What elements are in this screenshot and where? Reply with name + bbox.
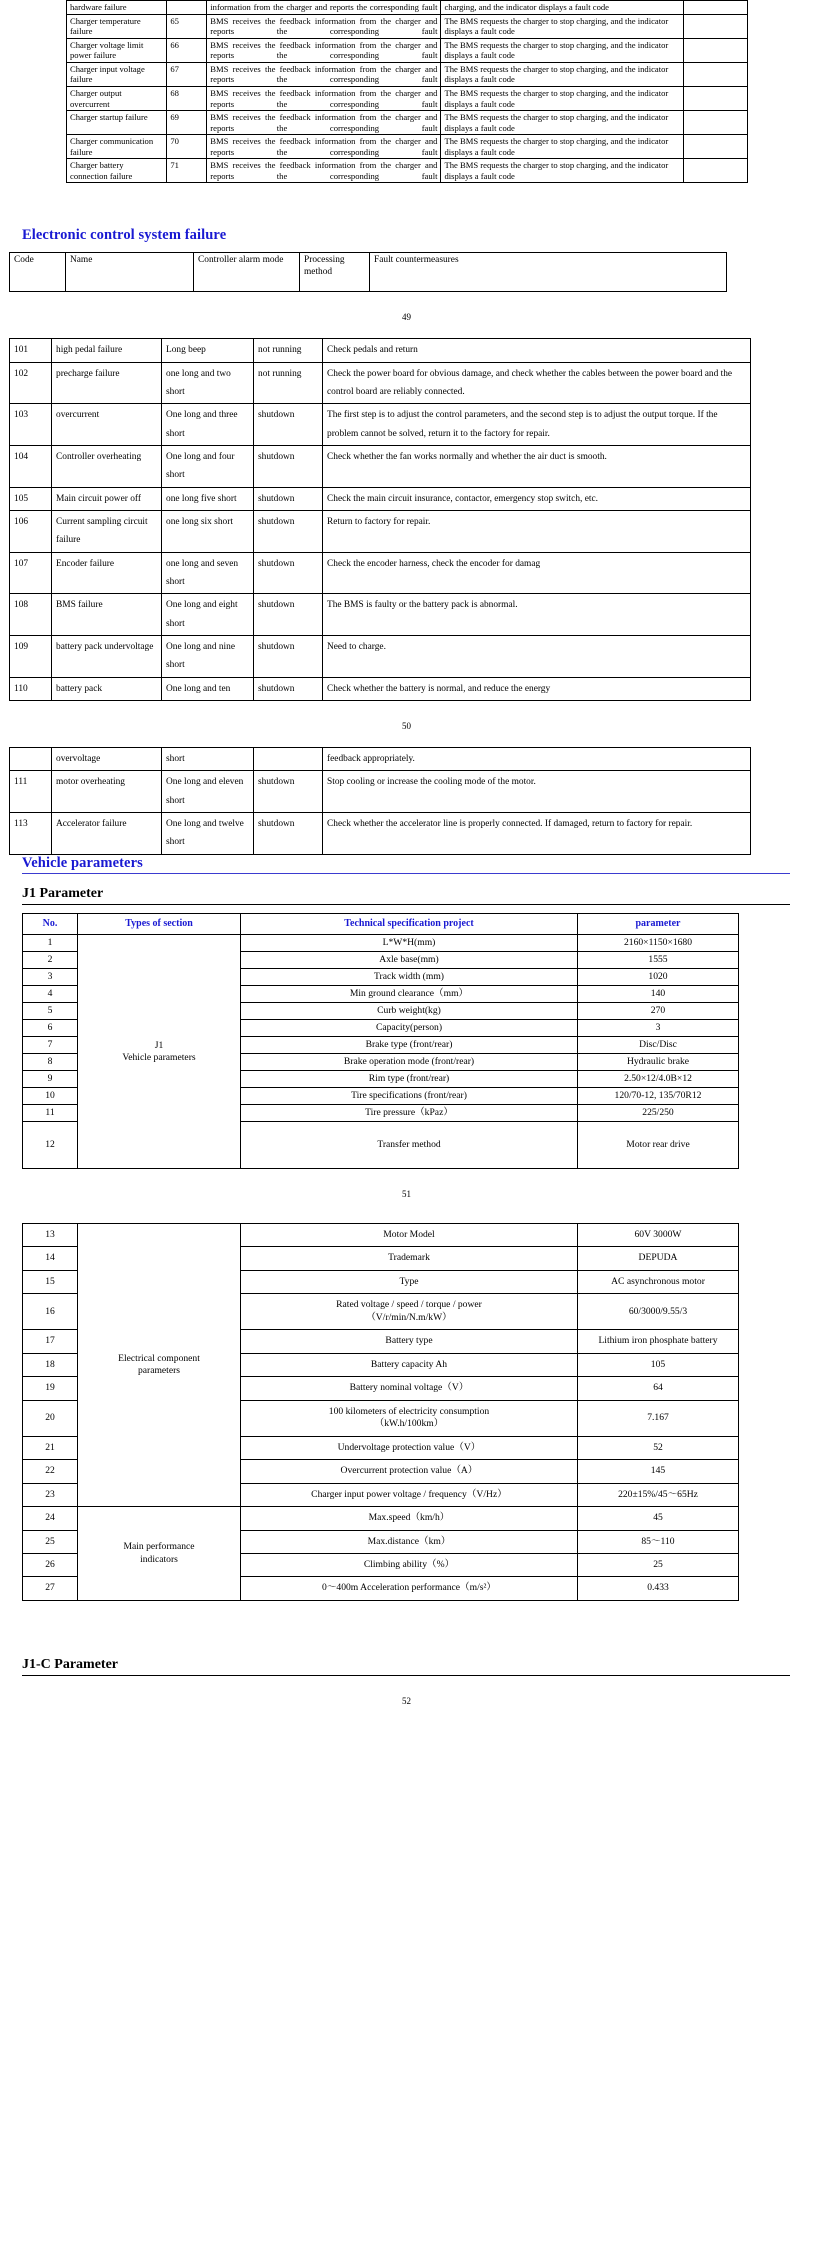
cell-value: 64 <box>578 1377 739 1400</box>
column-header-measures: Fault countermeasures <box>370 253 727 292</box>
cell-code: 109 <box>10 636 52 678</box>
cell-no: 21 <box>23 1436 78 1459</box>
column-header-name: Name <box>66 253 194 292</box>
cell-measures: Check the power board for obvious damage, and check whether the cables between the power board and the control board are reliably connected. <box>323 362 751 404</box>
cell-name: Controller overheating <box>52 446 162 488</box>
cell-blank <box>684 62 748 86</box>
page-number-51: 51 <box>402 1188 411 1199</box>
vehicle-parameters-heading-block <box>22 855 790 874</box>
cell-name: Charger input voltage failure <box>67 62 167 86</box>
table-row <box>23 935 739 952</box>
cell-measures: Check the encoder harness, check the encoder for damag <box>323 552 751 594</box>
cell-alarm: one long six short <box>162 511 254 553</box>
cell-spec: Tire specifications (front/rear) <box>241 1088 578 1105</box>
cell-name: Charger output overcurrent <box>67 86 167 110</box>
cell-alarm: short <box>162 748 254 771</box>
cell-processing: not running <box>254 339 323 362</box>
ecu-header-body <box>10 253 727 292</box>
cell-spec: Min ground clearance（mm） <box>241 986 578 1003</box>
cell-group-label-electrical <box>78 1223 241 1506</box>
cell-no: 3 <box>23 969 78 986</box>
cell-spec: Climbing ability（%） <box>241 1554 578 1577</box>
cell-alarm: BMS receives the feedback information from the charger and reports the corresponding fault <box>207 86 441 110</box>
j1-heading-block <box>22 886 790 905</box>
spacer <box>0 731 813 747</box>
cell-spec: 0～400m Acceleration performance（m/s²） <box>241 1577 578 1600</box>
cell-name: Accelerator failure <box>52 813 162 855</box>
cell-code: 113 <box>10 813 52 855</box>
cell-value: Motor rear drive <box>578 1121 739 1168</box>
heading-j1-parameter: J1 Parameter <box>22 885 104 901</box>
cell-spec: Brake type (front/rear) <box>241 1037 578 1054</box>
cell-name: Charger communication failure <box>67 135 167 159</box>
cell-group-label-performance <box>78 1507 241 1601</box>
spacer <box>0 1169 813 1189</box>
cell-name: battery pack <box>52 677 162 700</box>
cell-value: 270 <box>578 1003 739 1020</box>
cell-code: 66 <box>167 38 207 62</box>
cell-no: 26 <box>23 1554 78 1577</box>
spec-line2: （V/r/min/N.m/kW） <box>366 1311 452 1323</box>
charger-fault-table-body <box>67 1 748 183</box>
spacer <box>0 905 813 913</box>
cell-no: 10 <box>23 1088 78 1105</box>
cell-group-label-vehicle <box>78 935 241 1169</box>
cell-measure: The BMS requests the charger to stop charging, and the indicator displays a fault code <box>441 135 684 159</box>
cell-value: 52 <box>578 1436 739 1459</box>
cell-no: 15 <box>23 1270 78 1293</box>
cell-alarm: BMS receives the feedback information from the charger and reports the corresponding fault <box>207 62 441 86</box>
cell-code: 103 <box>10 404 52 446</box>
spec-line2: （kW.h/100km） <box>374 1418 444 1430</box>
table-row <box>10 636 751 678</box>
cell-spec: Battery type <box>241 1330 578 1353</box>
cell-measure: The BMS requests the charger to stop charging, and the indicator displays a fault code <box>441 14 684 38</box>
spacer <box>0 1199 813 1223</box>
cell-alarm: BMS receives the feedback information from the charger and reports the corresponding fault <box>207 135 441 159</box>
spacer <box>0 183 813 227</box>
cell-measures: Return to factory for repair. <box>323 511 751 553</box>
cell-value: 85～110 <box>578 1530 739 1553</box>
table-row <box>10 362 751 404</box>
column-header-alarm: Controller alarm mode <box>194 253 300 292</box>
table-row <box>10 446 751 488</box>
cell-code: 68 <box>167 86 207 110</box>
cell-code: 69 <box>167 111 207 135</box>
ecu-fault-table-body <box>10 339 751 701</box>
cell-no: 17 <box>23 1330 78 1353</box>
cell-value: 1555 <box>578 952 739 969</box>
cell-spec: Track width (mm) <box>241 969 578 986</box>
cell-value: 1020 <box>578 969 739 986</box>
cell-code: 105 <box>10 487 52 510</box>
cell-alarm: Long beep <box>162 339 254 362</box>
cell-blank <box>684 1 748 15</box>
cell-name: Charger voltage limit power failure <box>67 38 167 62</box>
cell-spec: Battery capacity Ah <box>241 1353 578 1376</box>
cell-code: 107 <box>10 552 52 594</box>
cell-name: overcurrent <box>52 404 162 446</box>
table-row <box>10 487 751 510</box>
cell-value: 60V 3000W <box>578 1223 739 1246</box>
cell-spec: Overcurrent protection value（A） <box>241 1460 578 1483</box>
cell-no: 20 <box>23 1400 78 1436</box>
cell-value: 225/250 <box>578 1105 739 1122</box>
cell-no: 22 <box>23 1460 78 1483</box>
cell-spec: Transfer method <box>241 1121 578 1168</box>
cell-value: 25 <box>578 1554 739 1577</box>
cell-processing: not running <box>254 362 323 404</box>
cell-code: 104 <box>10 446 52 488</box>
spacer <box>0 874 813 886</box>
cell-name: Charger temperature failure <box>67 14 167 38</box>
cell-name: motor overheating <box>52 771 162 813</box>
cell-value: 7.167 <box>578 1400 739 1436</box>
j1-parameter-table-continued-body <box>23 1223 739 1600</box>
cell-code: 71 <box>167 159 207 183</box>
spacer <box>0 322 813 338</box>
cell-no: 8 <box>23 1054 78 1071</box>
cell-spec: Curb weight(kg) <box>241 1003 578 1020</box>
table-row <box>67 62 748 86</box>
j1-parameter-table-continued <box>22 1223 739 1601</box>
column-header-types: Types of section <box>78 913 241 935</box>
cell-spec: Max.speed（km/h） <box>241 1507 578 1530</box>
cell-no: 27 <box>23 1577 78 1600</box>
table-row <box>10 677 751 700</box>
cell-alarm: information from the charger and reports the corresponding fault <box>207 1 441 15</box>
spec-line1: Rated voltage / speed / torque / power <box>336 1299 482 1311</box>
cell-processing: shutdown <box>254 511 323 553</box>
cell-no: 13 <box>23 1223 78 1246</box>
cell-no: 25 <box>23 1530 78 1553</box>
group-label-line2: indicators <box>140 1553 178 1565</box>
spacer <box>0 1676 813 1696</box>
cell-alarm: one long and two short <box>162 362 254 404</box>
cell-code <box>10 748 52 771</box>
cell-name: battery pack undervoltage <box>52 636 162 678</box>
cell-name: Current sampling circuit failure <box>52 511 162 553</box>
cell-processing: shutdown <box>254 771 323 813</box>
cell-blank <box>684 111 748 135</box>
table-row <box>23 1223 739 1246</box>
cell-spec: Type <box>241 1270 578 1293</box>
cell-value: 60/3000/9.55/3 <box>578 1294 739 1330</box>
cell-no: 24 <box>23 1507 78 1530</box>
cell-spec: L*W*H(mm) <box>241 935 578 952</box>
cell-processing: shutdown <box>254 404 323 446</box>
heading-j1c-parameter: J1-C Parameter <box>22 1656 119 1672</box>
cell-spec: Max.distance（km） <box>241 1530 578 1553</box>
cell-code: 110 <box>10 677 52 700</box>
cell-name: overvoltage <box>52 748 162 771</box>
cell-value: 220±15%/45～65Hz <box>578 1483 739 1506</box>
cell-spec: Undervoltage protection value（V） <box>241 1436 578 1459</box>
cell-no: 12 <box>23 1121 78 1168</box>
cell-no: 5 <box>23 1003 78 1020</box>
cell-spec: Motor Model <box>241 1223 578 1246</box>
cell-name: Main circuit power off <box>52 487 162 510</box>
cell-name: Charger battery connection failure <box>67 159 167 183</box>
cell-no: 6 <box>23 1020 78 1037</box>
cell-name: BMS failure <box>52 594 162 636</box>
cell-no: 7 <box>23 1037 78 1054</box>
spacer <box>0 1601 813 1657</box>
cell-value: 145 <box>578 1460 739 1483</box>
ecu-fault-table-continued <box>9 747 751 855</box>
page-number-50: 50 <box>402 721 411 732</box>
cell-measures: Check whether the accelerator line is properly connected. If damaged, return to factory for repair. <box>323 813 751 855</box>
cell-measures: Stop cooling or increase the cooling mode of the motor. <box>323 771 751 813</box>
cell-no: 14 <box>23 1247 78 1270</box>
cell-no: 2 <box>23 952 78 969</box>
cell-processing: shutdown <box>254 552 323 594</box>
table-row <box>67 1 748 15</box>
cell-no: 4 <box>23 986 78 1003</box>
cell-alarm: One long and four short <box>162 446 254 488</box>
spec-line1: 100 kilometers of electricity consumption <box>328 1405 490 1417</box>
column-header-no: No. <box>23 913 78 935</box>
j1c-heading-block <box>22 1657 790 1676</box>
cell-value: Lithium iron phosphate battery <box>578 1330 739 1353</box>
cell-spec <box>241 1400 578 1436</box>
table-row <box>67 14 748 38</box>
table-header-row <box>23 913 739 935</box>
cell-measure: charging, and the indicator displays a fault code <box>441 1 684 15</box>
j1-parameter-table <box>22 913 739 1169</box>
cell-no: 18 <box>23 1353 78 1376</box>
cell-processing: shutdown <box>254 487 323 510</box>
ecu-fault-table-continued-body <box>10 748 751 855</box>
cell-value: 120/70-12, 135/70R12 <box>578 1088 739 1105</box>
cell-alarm: BMS receives the feedback information from the charger and reports the corresponding fault <box>207 38 441 62</box>
cell-alarm: One long and ten <box>162 677 254 700</box>
cell-no: 1 <box>23 935 78 952</box>
cell-code: 101 <box>10 339 52 362</box>
table-row <box>10 552 751 594</box>
charger-fault-table <box>66 0 748 183</box>
cell-spec <box>241 1294 578 1330</box>
j1-parameter-table-body <box>23 913 739 1168</box>
page-number-52: 52 <box>402 1695 411 1706</box>
table-row <box>67 111 748 135</box>
cell-measures: Check whether the battery is normal, and reduce the energy <box>323 677 751 700</box>
group-label-line1: Electrical component <box>118 1352 200 1364</box>
cell-code <box>167 1 207 15</box>
column-header-processing: Processing method <box>300 253 370 292</box>
table-row <box>67 38 748 62</box>
cell-measure: The BMS requests the charger to stop charging, and the indicator displays a fault code <box>441 86 684 110</box>
group-label-line2: parameters <box>137 1365 181 1377</box>
table-row <box>67 135 748 159</box>
cell-code: 67 <box>167 62 207 86</box>
group-label-line1: Main performance <box>123 1541 195 1553</box>
cell-no: 11 <box>23 1105 78 1122</box>
table-row <box>10 813 751 855</box>
cell-alarm: one long five short <box>162 487 254 510</box>
cell-code: 65 <box>167 14 207 38</box>
table-row <box>67 159 748 183</box>
cell-no: 9 <box>23 1071 78 1088</box>
ecu-fault-table-header <box>9 252 727 292</box>
table-row <box>10 748 751 771</box>
table-row <box>67 86 748 110</box>
cell-name: precharge failure <box>52 362 162 404</box>
cell-value: 3 <box>578 1020 739 1037</box>
cell-code: 106 <box>10 511 52 553</box>
cell-value: 140 <box>578 986 739 1003</box>
cell-value: 0.433 <box>578 1577 739 1600</box>
cell-measures: The BMS is faulty or the battery pack is abnormal. <box>323 594 751 636</box>
cell-value: 2160×1150×1680 <box>578 935 739 952</box>
cell-blank <box>684 14 748 38</box>
cell-measure: The BMS requests the charger to stop charging, and the indicator displays a fault code <box>441 111 684 135</box>
section-heading-vehicle-parameters: Vehicle parameters <box>22 854 143 871</box>
cell-value: 45 <box>578 1507 739 1530</box>
group-label-line1: J1 <box>154 1039 164 1051</box>
group-label-line2: Vehicle parameters <box>122 1051 196 1063</box>
cell-spec: Brake operation mode (front/rear) <box>241 1054 578 1071</box>
cell-blank <box>684 135 748 159</box>
cell-processing <box>254 748 323 771</box>
table-row <box>10 771 751 813</box>
column-header-spec: Technical specification project <box>241 913 578 935</box>
cell-measures: feedback appropriately. <box>323 748 751 771</box>
cell-blank <box>684 159 748 183</box>
cell-spec: Trademark <box>241 1247 578 1270</box>
table-row <box>10 594 751 636</box>
cell-spec: Tire pressure（kPaz） <box>241 1105 578 1122</box>
cell-alarm: One long and eleven short <box>162 771 254 813</box>
cell-spec: Axle base(mm) <box>241 952 578 969</box>
table-row <box>10 404 751 446</box>
cell-code: 70 <box>167 135 207 159</box>
cell-measures: Check pedals and return <box>323 339 751 362</box>
cell-alarm: BMS receives the feedback information from the charger and reports the corresponding fault <box>207 111 441 135</box>
cell-measure: The BMS requests the charger to stop charging, and the indicator displays a fault code <box>441 159 684 183</box>
cell-code: 111 <box>10 771 52 813</box>
ecu-fault-table <box>9 338 751 701</box>
cell-measure: The BMS requests the charger to stop charging, and the indicator displays a fault code <box>441 62 684 86</box>
cell-name: Encoder failure <box>52 552 162 594</box>
cell-name: Charger startup failure <box>67 111 167 135</box>
cell-processing: shutdown <box>254 813 323 855</box>
cell-alarm: One long and nine short <box>162 636 254 678</box>
table-row <box>10 339 751 362</box>
cell-spec: Battery nominal voltage（V） <box>241 1377 578 1400</box>
cell-name: high pedal failure <box>52 339 162 362</box>
cell-measures: Check the main circuit insurance, contactor, emergency stop switch, etc. <box>323 487 751 510</box>
cell-measures: Need to charge. <box>323 636 751 678</box>
cell-name: hardware failure <box>67 1 167 15</box>
cell-value: 2.50×12/4.0B×12 <box>578 1071 739 1088</box>
cell-alarm: BMS receives the feedback information from the charger and reports the corresponding fault <box>207 159 441 183</box>
section-heading-ecu: Electronic control system failure <box>22 227 227 244</box>
cell-alarm: One long and twelve short <box>162 813 254 855</box>
cell-processing: shutdown <box>254 446 323 488</box>
cell-blank <box>684 86 748 110</box>
cell-blank <box>684 38 748 62</box>
spacer <box>0 292 813 312</box>
cell-alarm: one long and seven short <box>162 552 254 594</box>
table-header-row <box>10 253 727 292</box>
cell-alarm: BMS receives the feedback information from the charger and reports the corresponding fault <box>207 14 441 38</box>
cell-value: 105 <box>578 1353 739 1376</box>
cell-processing: shutdown <box>254 636 323 678</box>
cell-value: Hydraulic brake <box>578 1054 739 1071</box>
cell-alarm: One long and eight short <box>162 594 254 636</box>
table-row <box>23 1507 739 1530</box>
cell-measures: The first step is to adjust the control parameters, and the second step is to adjust the output torque. If the problem cannot be solved, return it to the factory for repair. <box>323 404 751 446</box>
column-header-code: Code <box>10 253 66 292</box>
cell-code: 108 <box>10 594 52 636</box>
cell-measure: The BMS requests the charger to stop charging, and the indicator displays a fault code <box>441 38 684 62</box>
cell-alarm: One long and three short <box>162 404 254 446</box>
cell-processing: shutdown <box>254 677 323 700</box>
cell-value: Disc/Disc <box>578 1037 739 1054</box>
cell-code: 102 <box>10 362 52 404</box>
cell-spec: Rim type (front/rear) <box>241 1071 578 1088</box>
cell-spec: Capacity(person) <box>241 1020 578 1037</box>
column-header-parameter: parameter <box>578 913 739 935</box>
cell-spec: Charger input power voltage / frequency（V/Hz） <box>241 1483 578 1506</box>
spacer <box>0 244 813 252</box>
cell-measures: Check whether the fan works normally and whether the air duct is smooth. <box>323 446 751 488</box>
page-number-49: 49 <box>402 312 411 323</box>
table-row <box>10 511 751 553</box>
cell-value: AC asynchronous motor <box>578 1270 739 1293</box>
cell-no: 19 <box>23 1377 78 1400</box>
cell-no: 23 <box>23 1483 78 1506</box>
cell-no: 16 <box>23 1294 78 1330</box>
cell-processing: shutdown <box>254 594 323 636</box>
cell-value: DEPUDA <box>578 1247 739 1270</box>
spacer <box>0 701 813 721</box>
